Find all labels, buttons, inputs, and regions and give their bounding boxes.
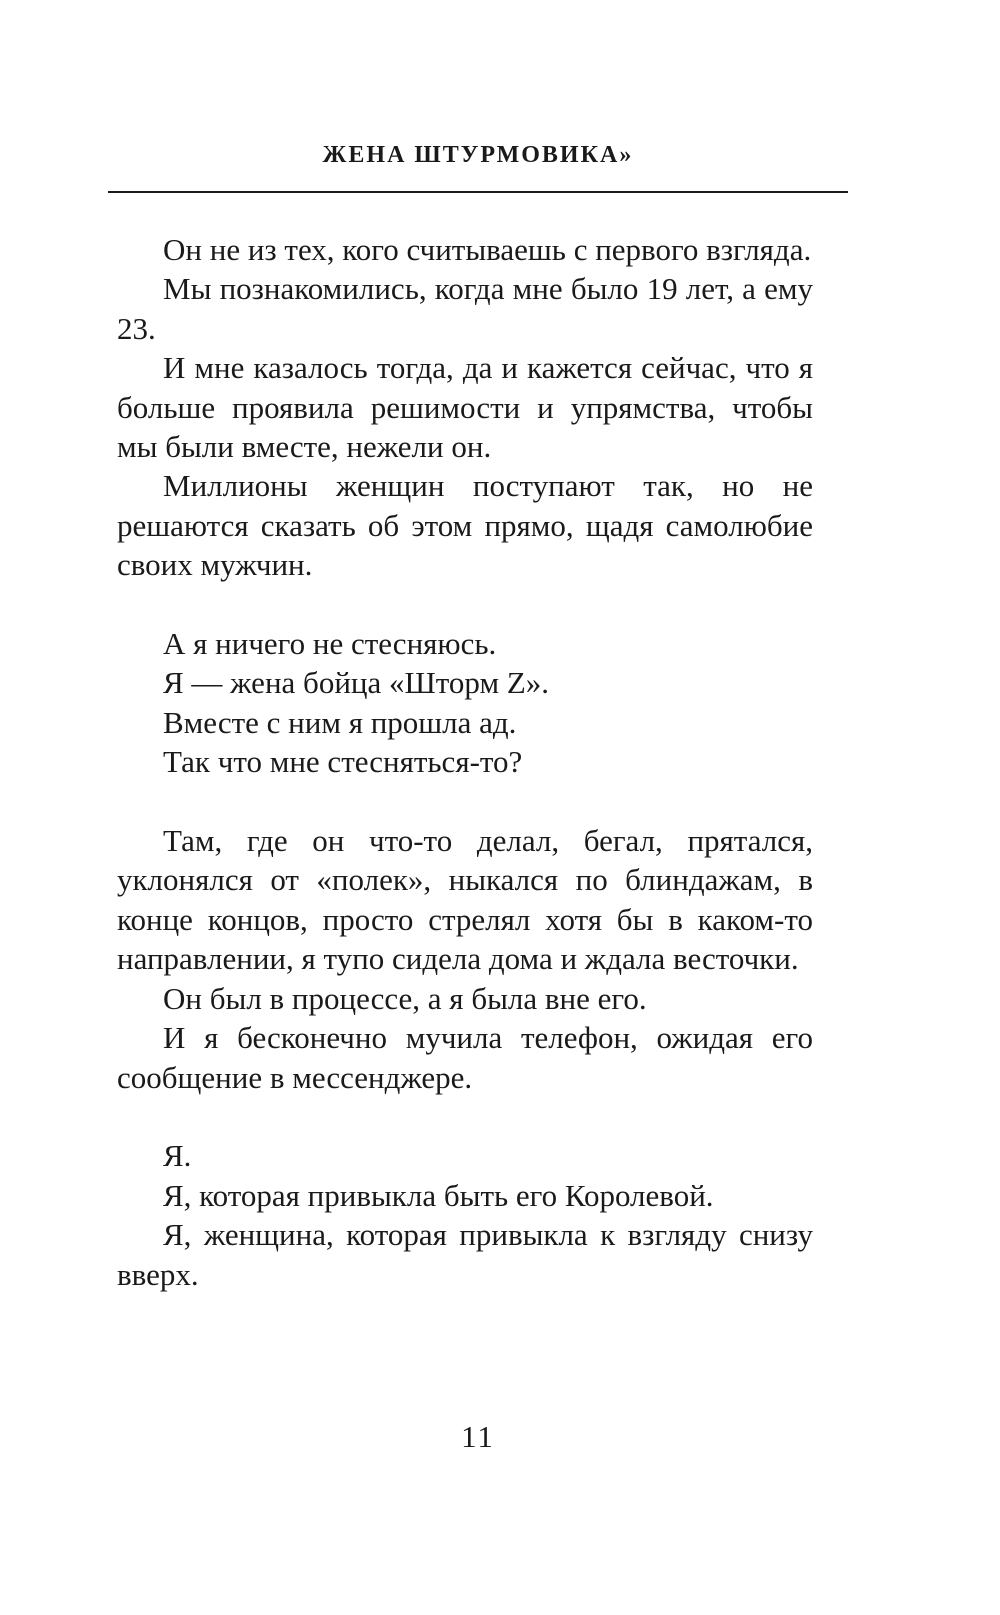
running-head-title: ЖЕНА ШТУРМОВИКА» xyxy=(322,142,634,168)
paragraph: Миллионы женщин поступают так, но не решаются сказать об этом прямо, щадя самолюбие своих мужчин. xyxy=(117,468,813,583)
paragraph: И мне казалось тогда, да и кажется сейчас, что я больше проявила решимости и упрямства, чтобы мы были вместе, нежели он. xyxy=(117,350,813,465)
paragraph: Я. xyxy=(163,1138,192,1174)
body-text xyxy=(117,230,813,1294)
paragraph: И я бесконечно мучила телефон, ожидая его сообщение в мессенджере. xyxy=(117,1020,813,1095)
paragraph: А я ничего не стесняюсь. xyxy=(163,626,497,662)
paragraph: Я, женщина, которая привыкла к взгляду снизу вверх. xyxy=(117,1217,813,1292)
paragraph: Он был в процессе, а я была вне его. xyxy=(163,980,647,1016)
section-gap xyxy=(117,1097,813,1136)
paragraph: Я, которая привыкла быть его Королевой. xyxy=(163,1177,714,1213)
paragraph: Вместе с ним я прошла ад. xyxy=(163,704,517,740)
paragraph: Так что мне стесняться-то? xyxy=(163,744,523,780)
paragraph: Мы познакомились, когда мне было 19 лет, а ему 23. xyxy=(117,271,813,346)
paragraph: Там, где он что-то делал, бегал, прятался, уклонялся от «полек», ныкался по блиндажам, в конце концов, просто стрелял хотя бы в каком-то направлении, я тупо сидела дома и ждала весточки. xyxy=(117,823,813,977)
paragraph: Он не из тех, кого считываешь с первого взгляда. xyxy=(163,232,812,267)
header-rule xyxy=(108,191,848,193)
page-number: 11 xyxy=(461,1419,495,1454)
section-gap xyxy=(117,585,813,624)
paragraph: Я — жена бойца «Шторм Z». xyxy=(163,665,550,701)
section-gap xyxy=(117,782,813,821)
